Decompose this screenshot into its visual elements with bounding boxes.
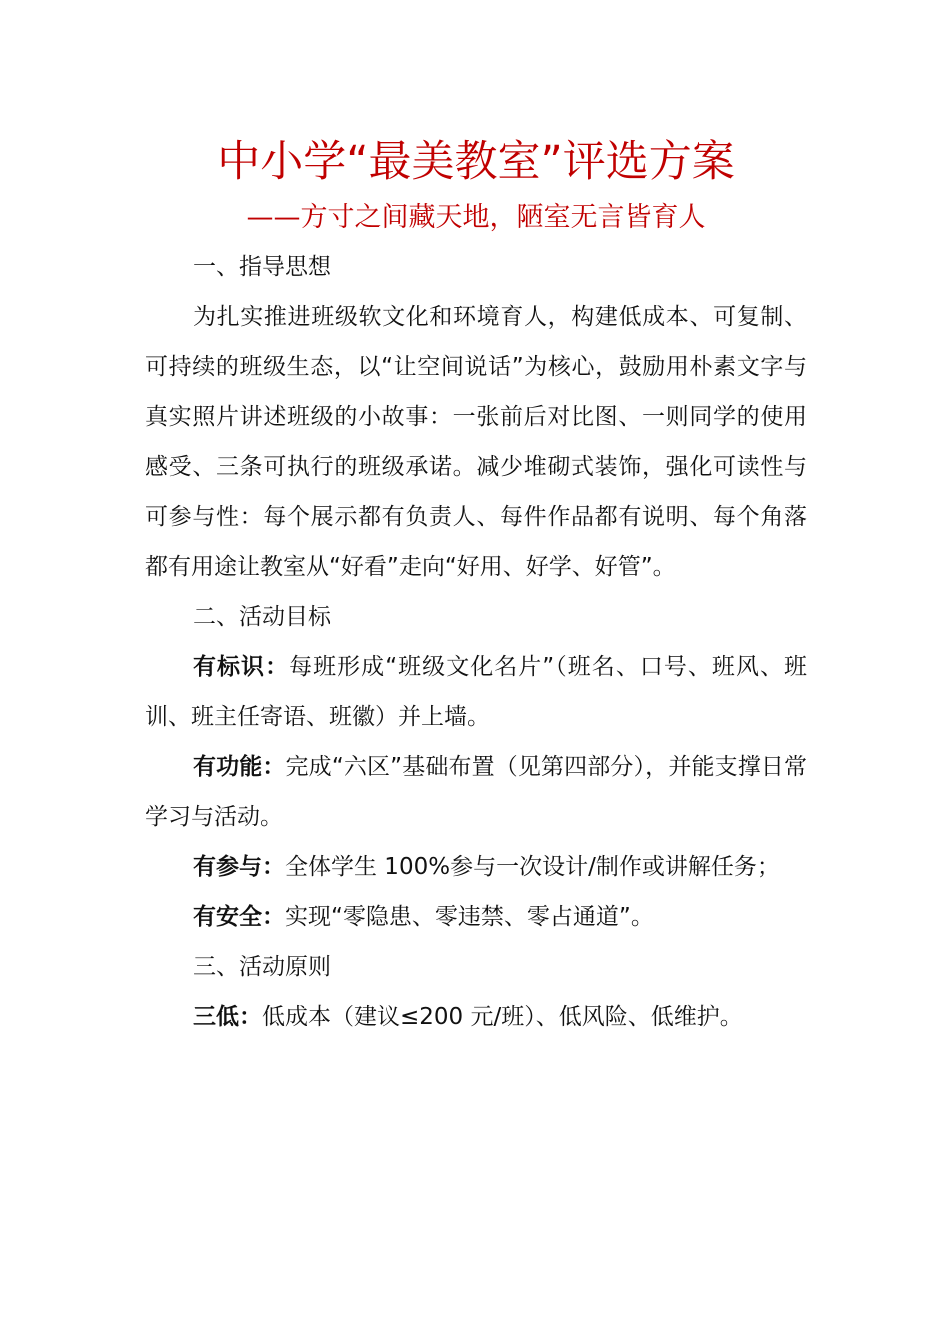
principle-item xyxy=(145,992,807,1042)
section-activity-goals xyxy=(145,592,807,942)
section-heading: 三、活动原则 xyxy=(193,954,331,980)
goal-text: 实现“零隐患、零违禁、零占通道”。 xyxy=(285,904,654,930)
goal-item xyxy=(145,892,807,942)
document-page xyxy=(145,132,807,1042)
goal-item xyxy=(145,742,807,842)
section-guiding-thought xyxy=(145,242,807,592)
goal-text: 每班形成“班级文化名片”（班名、口号、班风、班训、班主任寄语、班徽）并上墙。 xyxy=(145,654,807,730)
section-heading: 二、活动目标 xyxy=(193,604,331,630)
principle-text: 低成本（建议≤200 元/班）、低风险、低维护。 xyxy=(262,1004,743,1030)
goal-lead: 有参与： xyxy=(193,854,285,880)
goal-item xyxy=(145,642,807,742)
goal-lead: 有功能： xyxy=(193,754,286,780)
goal-text: 完成“六区”基础布置（见第四部分），并能支撑日常学习与活动。 xyxy=(145,754,807,830)
section-activity-principles xyxy=(145,942,807,1042)
goal-lead: 有安全： xyxy=(193,904,285,930)
goal-lead: 有标识： xyxy=(193,654,290,680)
goal-text: 全体学生 100%参与一次设计/制作或讲解任务； xyxy=(285,854,780,880)
document-subtitle: ——方寸之间藏天地，陋室无言皆育人 xyxy=(246,202,706,233)
section-paragraph: 为扎实推进班级软文化和环境育人，构建低成本、可复制、可持续的班级生态，以“让空间说话”为核心，鼓励用朴素文字与真实照片讲述班级的小故事：一张前后对比图、一则同学的使用感受、三条可执行的班级承诺。减少堆砌式装饰，强化可读性与可参与性：每个展示都有负责人、每件作品都有说明、每个角落都有用途让教室从“好看”走向“好用、好学、好管”。 xyxy=(145,304,807,580)
goal-item xyxy=(145,842,807,892)
principle-lead: 三低： xyxy=(193,1004,262,1030)
document-title: 中小学“最美教室”评选方案 xyxy=(217,137,735,187)
section-heading: 一、指导思想 xyxy=(193,254,331,280)
